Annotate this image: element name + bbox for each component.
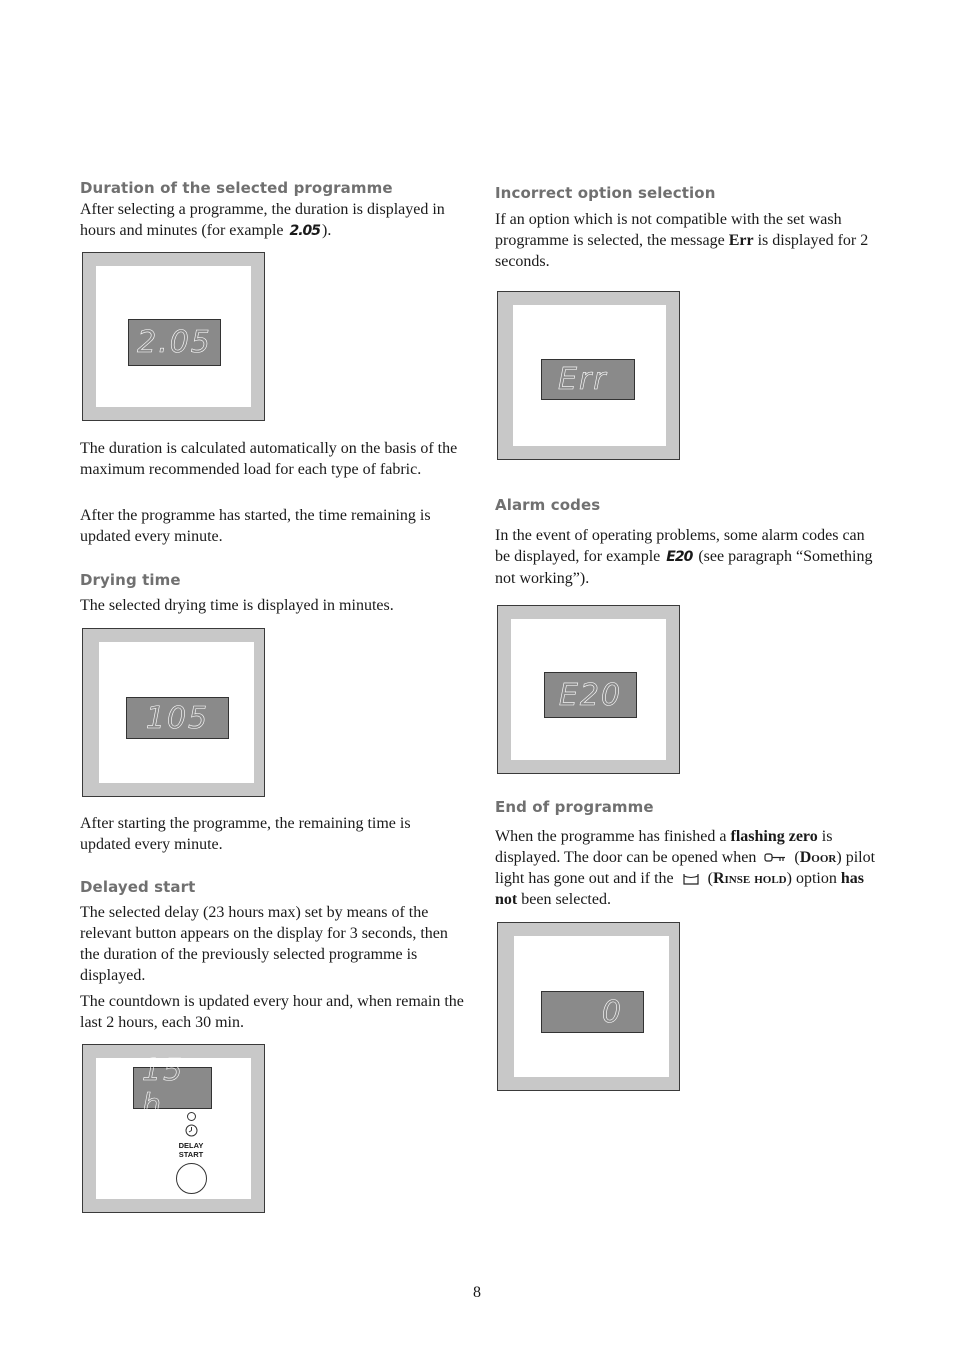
drying-lcd: 105 [126,697,229,739]
delayed-para-2: The countdown is updated every hour and, when remain the last 2 hours, each 30 min. [80,993,464,1031]
end-text: When the programme has finished a flashing zero is displayed. The door can be opened when (Door) pilot light has gone out and if the (Rinse hold) option has not been selected. [495,828,876,908]
duration-lcd: 2.05 [128,319,221,366]
end-heading: End of programme [495,798,654,816]
inline-lcd-example: 2.05 [289,223,321,239]
err-lcd: Err [541,359,635,400]
inline-lcd-alarm-example: E20 [666,549,693,565]
duration-para-2: After the programme has started, the time remaining is updated every minute. [80,507,431,545]
duration-display-panel [82,252,265,421]
alarm-heading: Alarm codes [495,496,601,514]
duration-heading: Duration of the selected programme [80,179,393,197]
drying-heading: Drying time [80,571,181,589]
key-icon [764,852,786,864]
delay-led-indicator [187,1112,196,1121]
delayed-display-panel [82,1044,265,1213]
delayed-para-1: The selected delay (23 hours max) set by means of the relevant button appears on the display for 3 seconds, then the duration of the previously selected programme is displayed. [80,904,448,984]
duration-para-1: The duration is calculated automatically on the basis of the maximum recommended load for each type of fabric. [80,440,458,478]
err-display-panel [497,291,680,460]
clock-icon [185,1124,198,1137]
delay-start-button[interactable] [176,1163,207,1194]
delay-start-label: DELAY START [178,1141,204,1159]
duration-text: After selecting a programme, the duration is displayed in hours and minutes (for example 2.05 ). [80,201,445,239]
drying-display-panel [82,628,265,797]
incorrect-heading: Incorrect option selection [495,184,716,202]
delayed-heading: Delayed start [80,878,196,896]
drying-para: After starting the programme, the remaining time is updated every minute. [80,815,411,853]
alarm-text: In the event of operating problems, some alarm codes can be displayed, for example E20 (see paragraph “Something not working”). [495,527,873,587]
incorrect-text: If an option which is not compatible with the set wash programme is selected, the message Err is displayed for 2 seconds. [495,211,869,270]
rinse-hold-icon [682,872,700,886]
alarm-display-panel [497,605,680,774]
drying-text: The selected drying time is displayed in minutes. [80,597,394,614]
delayed-lcd: 15 h [133,1067,212,1109]
end-display-panel [497,922,680,1091]
alarm-lcd: E20 [544,672,637,718]
page-number: 8 [473,1284,481,1301]
end-lcd: 0 [541,991,644,1033]
